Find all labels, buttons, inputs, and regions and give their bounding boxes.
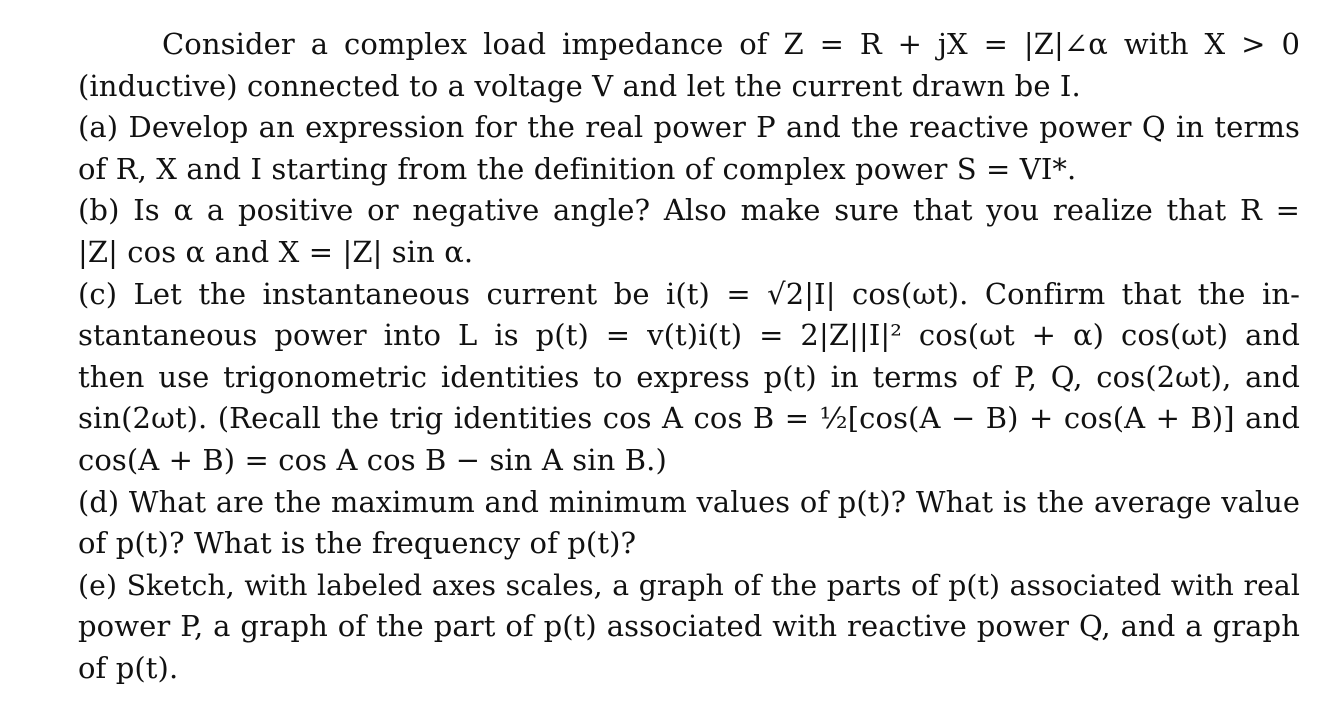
text-line: (e) Sketch, with labeled axes scales, a graph of the parts of p(t) associated with real bbox=[78, 568, 1300, 602]
text-line: power P, a graph of the part of p(t) associated with reactive power Q, and a graph bbox=[78, 609, 1300, 644]
text-line: (c) Let the instantaneous current be i(t) = √2|I| cos(ωt). Confirm that the in- bbox=[78, 276, 1300, 311]
text-line: stantaneous power into L is p(t) = v(t)i(t) = 2|Z||I|² cos(ωt + α) cos(ωt) and bbox=[78, 318, 1300, 353]
text-line: (d) What are the maximum and minimum values of p(t)? What is the average value bbox=[78, 484, 1300, 519]
part-c bbox=[78, 274, 1300, 482]
text-line: (b) Is α a positive or negative angle? Also make sure that you realize that R = bbox=[78, 193, 1300, 228]
text-line: cos(A + B) = cos A cos B − sin A sin B.) bbox=[78, 442, 667, 477]
text-line: of p(t). bbox=[78, 650, 179, 685]
part-a bbox=[78, 107, 1300, 190]
problem-intro bbox=[78, 24, 1300, 107]
part-b bbox=[78, 190, 1300, 273]
text-line: (a) Develop an expression for the real power P and the reactive power Q in terms bbox=[78, 110, 1300, 145]
text-line: Consider a complex load impedance of Z = R + jX = |Z|∠α with X > 0 bbox=[162, 27, 1300, 61]
part-e bbox=[78, 565, 1300, 690]
part-d bbox=[78, 482, 1300, 565]
text-line: sin(2ωt). (Recall the trig identities cos A cos B = ½[cos(A − B) + cos(A + B)] and bbox=[78, 401, 1300, 436]
problem-text bbox=[78, 24, 1300, 690]
text-line: then use trigonometric identities to express p(t) in terms of P, Q, cos(2ωt), and bbox=[78, 359, 1300, 394]
text-line: |Z| cos α and X = |Z| sin α. bbox=[78, 234, 474, 269]
text-line: (inductive) connected to a voltage V and let the current drawn be I. bbox=[78, 68, 1081, 103]
text-line: of R, X and I starting from the definition of complex power S = VI*. bbox=[78, 151, 1077, 186]
text-line: of p(t)? What is the frequency of p(t)? bbox=[78, 526, 637, 561]
